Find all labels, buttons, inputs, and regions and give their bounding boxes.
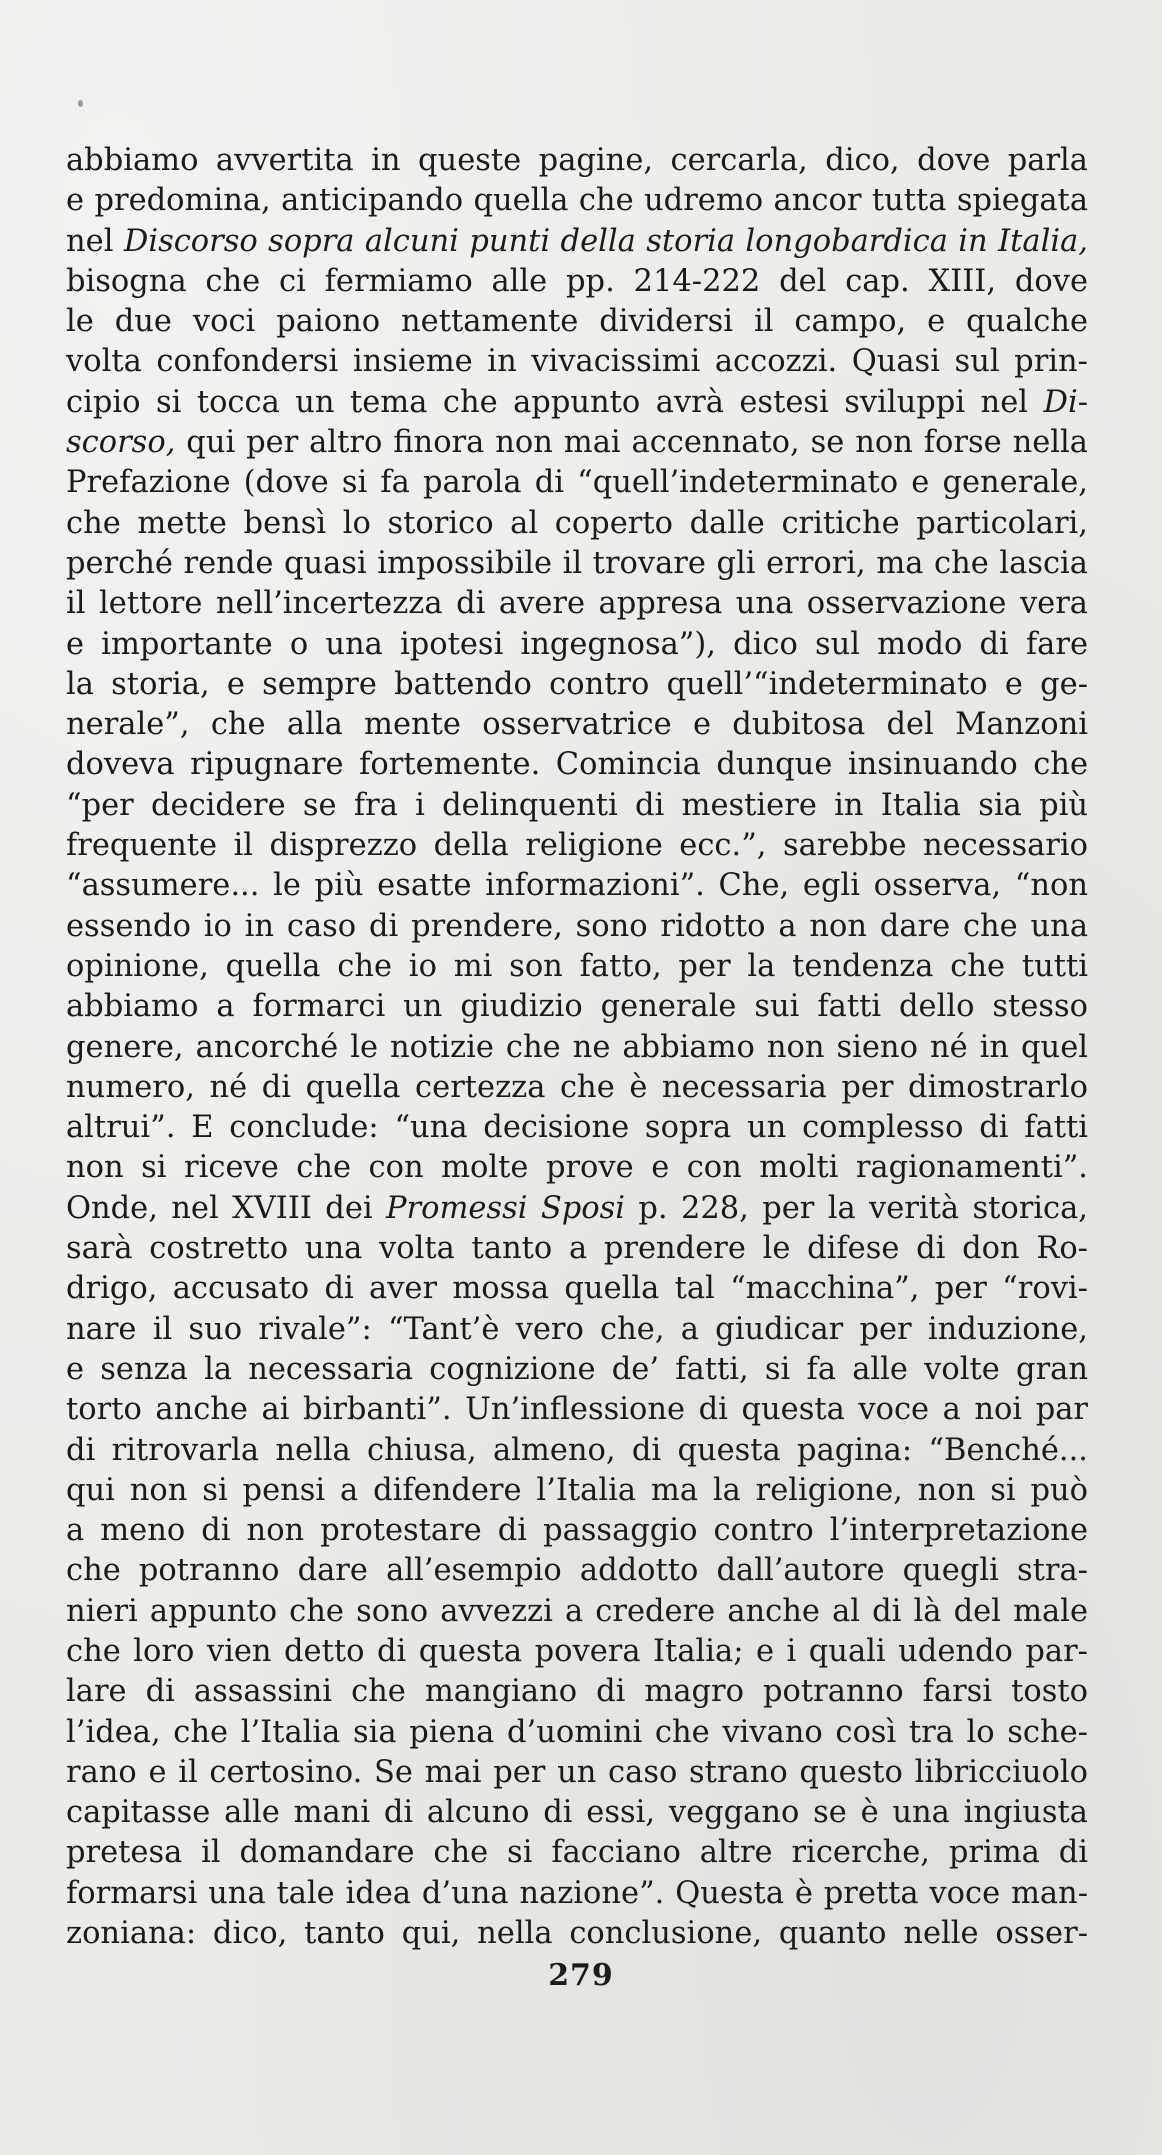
- ink-speck: [78, 100, 83, 107]
- text-line: Onde, nel XVIII dei Promessi Sposi p. 228, per la verità storica,: [66, 1190, 1089, 1226]
- page-number: 279: [548, 1958, 614, 1993]
- text-line: non si riceve che con molte prove e con molti ragionamenti”.: [66, 1150, 1088, 1186]
- text-line: scorso, qui per altro finora non mai accennato, se non forse nella: [66, 425, 1088, 461]
- text-line: formarsi una tale idea d’una nazione”. Questa è pretta voce man-: [66, 1875, 1088, 1911]
- text-line: la storia, e sempre battendo contro quell’“indeterminato e ge-: [66, 666, 1088, 702]
- text-line: zoniana: dico, tanto qui, nella conclusione, quanto nelle osser-: [66, 1916, 1088, 1952]
- text-line: drigo, accusato di aver mossa quella tal “macchina”, per “rovi-: [66, 1271, 1088, 1307]
- italic-title: scorso,: [66, 425, 176, 461]
- text-line: genere, ancorché le notizie che ne abbiamo non sieno né in quel: [66, 1029, 1088, 1065]
- text-line: abbiamo avvertita in queste pagine, cercarla, dico, dove parla: [66, 143, 1088, 178]
- text-line: il lettore nell’incertezza di avere appresa una osservazione vera: [66, 586, 1088, 622]
- text-line: le due voci paiono nettamente dividersi il campo, e qualche: [66, 304, 1088, 340]
- text-line: qui non si pensi a difendere l’Italia ma la religione, non si può: [66, 1472, 1088, 1508]
- text-line: e predomina, anticipando quella che udremo ancor tutta spiegata: [66, 183, 1088, 219]
- text-line: che mette bensì lo storico al coperto dalle critiche particolari,: [66, 505, 1088, 541]
- italic-title: Discorso sopra alcuni punti della storia longobardica in Italia,: [123, 223, 1088, 259]
- italic-title: Promessi Sposi: [386, 1190, 626, 1226]
- text-line: opinione, quella che io mi son fatto, per la tendenza che tutti: [66, 948, 1088, 984]
- text-line: “per decidere se fra i delinquenti di mestiere in Italia sia più: [66, 787, 1088, 823]
- text-line: bisogna che ci fermiamo alle pp. 214-222 del cap. XIII, dove: [66, 263, 1088, 299]
- text-line: essendo io in caso di prendere, sono ridotto a non dare che una: [66, 908, 1088, 944]
- text-line: abbiamo a formarci un giudizio generale sui fatti dello stesso: [66, 989, 1088, 1025]
- text-line: altrui”. E conclude: “una decisione sopra un complesso di fatti: [66, 1110, 1088, 1146]
- text-line: cipio si tocca un tema che appunto avrà estesi sviluppi nel Di-: [66, 384, 1088, 420]
- text-line: capitasse alle mani di alcuno di essi, veggano se è una ingiusta: [66, 1795, 1088, 1831]
- text-line: nare il suo rivale”: “Tant’è vero che, a giudicar per induzione,: [66, 1311, 1088, 1347]
- italic-title: Di-: [1043, 384, 1088, 420]
- text-line: e senza la necessaria cognizione de’ fatti, si fa alle volte gran: [66, 1351, 1088, 1387]
- text-line: rano e il certosino. Se mai per un caso strano questo libricciuolo: [66, 1754, 1088, 1790]
- body-text: [66, 141, 1088, 1954]
- text-line: nel Discorso sopra alcuni punti della storia longobardica in Italia,: [66, 223, 1088, 259]
- text-line: “assumere... le più esatte informazioni”. Che, egli osserva, “non: [66, 868, 1088, 904]
- text-line: sarà costretto una volta tanto a prendere le difese di don Ro-: [66, 1231, 1088, 1267]
- text-line: lare di assassini che mangiano di magro potranno farsi tosto: [66, 1674, 1088, 1710]
- text-line: di ritrovarla nella chiusa, almeno, di questa pagina: “Benché...: [66, 1432, 1088, 1468]
- text-line: l’idea, che l’Italia sia piena d’uomini che vivano così tra lo sche-: [66, 1714, 1088, 1750]
- text-line: e importante o una ipotesi ingegnosa”), dico sul modo di fare: [66, 626, 1088, 662]
- text-line: perché rende quasi impossibile il trovare gli errori, ma che lascia: [66, 545, 1088, 581]
- text-line: volta confondersi insieme in vivacissimi accozzi. Quasi sul prin-: [66, 344, 1088, 380]
- text-line: numero, né di quella certezza che è necessaria per dimostrarlo: [66, 1069, 1088, 1105]
- text-line: nieri appunto che sono avvezzi a credere anche al di là del male: [66, 1593, 1088, 1629]
- text-line: a meno di non protestare di passaggio contro l’interpretazione: [66, 1513, 1088, 1549]
- text-line: torto anche ai birbanti”. Un’inflessione di questa voce a noi par: [66, 1392, 1088, 1428]
- text-line: che potranno dare all’esempio addotto dall’autore quegli stra-: [66, 1553, 1088, 1589]
- text-line: che loro vien detto di questa povera Italia; e i quali udendo par-: [66, 1633, 1088, 1669]
- text-line: nerale”, che alla mente osservatrice e dubitosa del Manzoni: [66, 707, 1088, 743]
- text-line: doveva ripugnare fortemente. Comincia dunque insinuando che: [66, 747, 1088, 783]
- text-line: pretesa il domandare che si facciano altre ricerche, prima di: [66, 1835, 1088, 1871]
- text-line: Prefazione (dove si fa parola di “quell’indeterminato e generale,: [66, 465, 1088, 501]
- text-line: frequente il disprezzo della religione ecc.”, sarebbe necessario: [66, 828, 1088, 864]
